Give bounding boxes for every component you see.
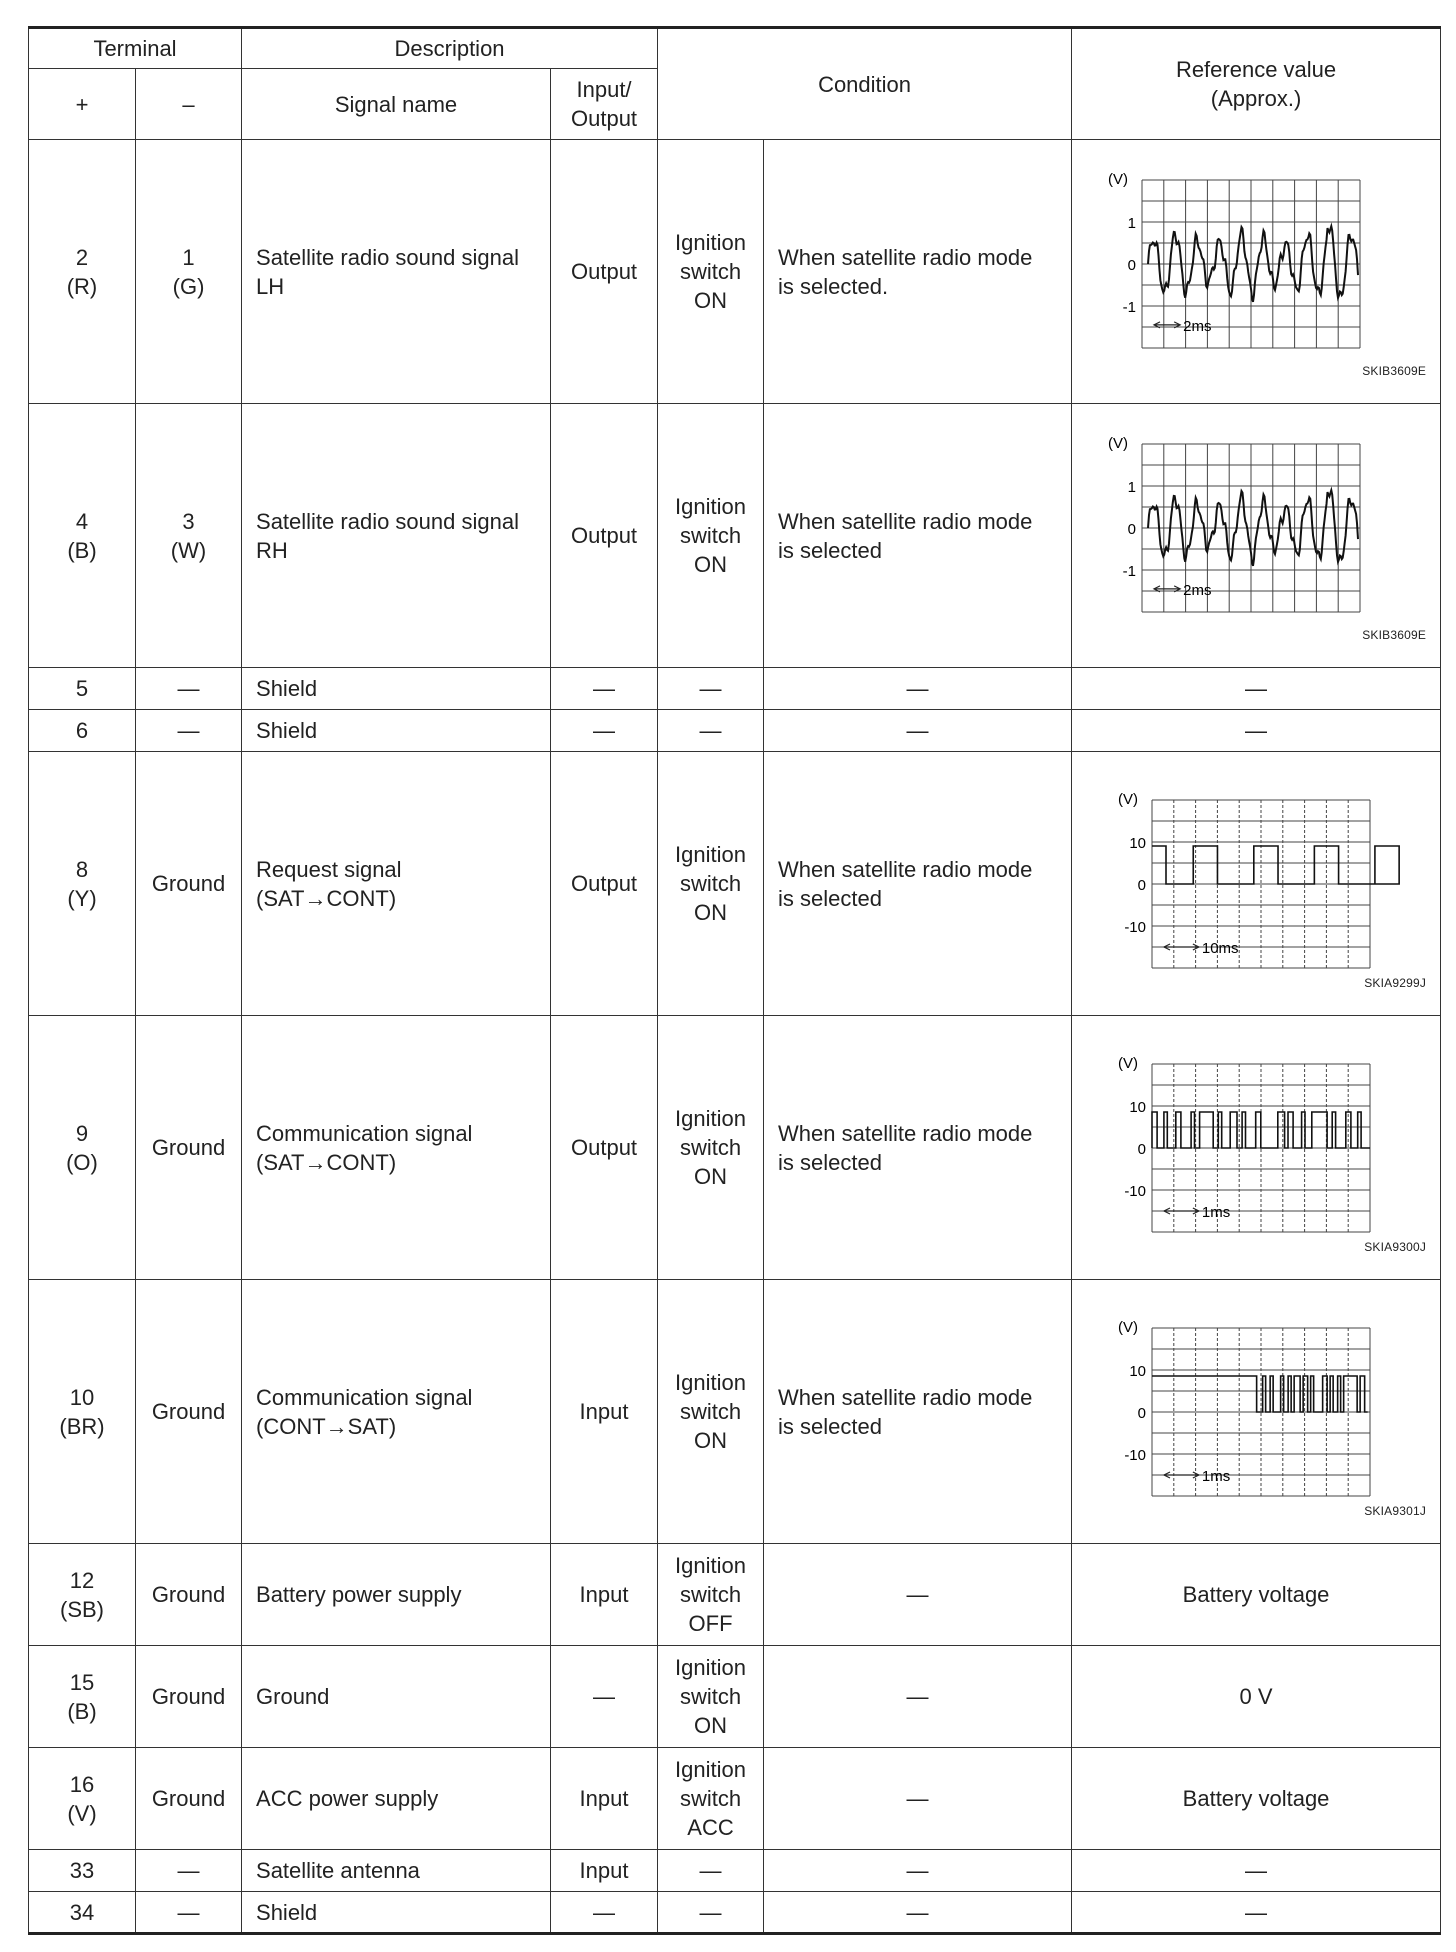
oscilloscope-waveform [1094,422,1424,622]
terminal-minus-cell: — [136,710,242,752]
reference-value-cell [1072,1280,1441,1544]
terminal-plus-cell: 33 [29,1850,136,1892]
signal-name-cell: Communication signal (CONT→SAT) [242,1280,551,1544]
oscilloscope-waveform [1094,1298,1424,1498]
header-minus: – [136,69,242,140]
y-tick-label: 0 [1137,1140,1147,1158]
reference-value-cell: Battery voltage [1072,1544,1441,1646]
reference-value-cell: — [1072,668,1441,710]
table-row [29,1850,1441,1892]
terminal-minus-cell: 1 (G) [136,140,242,404]
reference-value-cell: — [1072,1892,1441,1934]
reference-value-cell [1072,752,1441,1016]
condition-detail-cell: When satellite radio mode is selected [764,1280,1072,1544]
y-tick-label: 1 [1127,478,1137,496]
input-output-cell: — [551,1892,658,1934]
terminal-minus-cell: 3 (W) [136,404,242,668]
y-tick-label: -10 [1124,1446,1147,1464]
condition-switch-cell: — [658,1850,764,1892]
table-row [29,1016,1441,1280]
condition-switch-cell: Ignition switch ON [658,752,764,1016]
terminal-minus-cell: — [136,1892,242,1934]
y-tick-label: -10 [1124,1182,1147,1200]
signal-name-cell: Shield [242,1892,551,1934]
table-body [29,140,1441,1934]
condition-switch-cell: Ignition switch ON [658,1016,764,1280]
table-row [29,1544,1441,1646]
terminal-plus-cell: 5 [29,668,136,710]
terminal-minus-cell: — [136,668,242,710]
terminal-minus-cell: Ground [136,1748,242,1850]
condition-switch-cell: Ignition switch ON [658,140,764,404]
signal-name-cell: Request signal (SAT→CONT) [242,752,551,1016]
signal-name-cell: Ground [242,1646,551,1748]
y-tick-label: -1 [1122,298,1137,316]
input-output-cell: Output [551,1016,658,1280]
terminal-minus-cell: Ground [136,1016,242,1280]
condition-detail-cell: — [764,710,1072,752]
condition-detail-cell: — [764,1646,1072,1748]
axis-unit-label: (V) [1118,1318,1139,1336]
reference-value-cell [1072,1016,1441,1280]
reference-value-cell: 0 V [1072,1646,1441,1748]
signal-name-cell: Battery power supply [242,1544,551,1646]
waveform-box [1072,154,1440,390]
input-output-cell: — [551,668,658,710]
condition-detail-cell: When satellite radio mode is selected [764,404,1072,668]
input-output-cell: Output [551,404,658,668]
figure-code: SKIA9300J [1364,1239,1427,1254]
reference-value-cell [1072,140,1441,404]
terminal-minus-cell: Ground [136,752,242,1016]
terminal-plus-cell: 34 [29,1892,136,1934]
condition-switch-cell: Ignition switch ON [658,1646,764,1748]
signal-name-cell: ACC power supply [242,1748,551,1850]
y-tick-label: 10 [1129,834,1147,852]
y-tick-label: 10 [1129,1098,1147,1116]
axis-unit-label: (V) [1118,790,1139,808]
reference-value-cell: Battery voltage [1072,1748,1441,1850]
y-tick-label: -1 [1122,562,1137,580]
condition-detail-cell: When satellite radio mode is selected. [764,140,1072,404]
signal-trace [1152,1112,1370,1148]
waveform-box [1072,418,1440,654]
y-tick-label: 0 [1137,1404,1147,1422]
table-row [29,710,1441,752]
terminal-plus-cell: 15 (B) [29,1646,136,1748]
header-description: Description [242,28,658,69]
table-row [29,1280,1441,1544]
terminal-plus-cell: 12 (SB) [29,1544,136,1646]
figure-code: SKIA9299J [1364,975,1427,990]
time-scale-label: 10ms [1201,939,1239,957]
header-reference-value: Reference value (Approx.) [1072,28,1441,140]
table-row [29,1646,1441,1748]
waveform-box [1072,766,1440,1002]
table-row [29,1748,1441,1850]
terminal-plus-cell: 4 (B) [29,404,136,668]
y-tick-label: 1 [1127,214,1137,232]
terminal-plus-cell: 9 (O) [29,1016,136,1280]
condition-detail-cell: When satellite radio mode is selected [764,1016,1072,1280]
y-tick-label: -10 [1124,918,1147,936]
y-tick-label: 0 [1127,520,1137,538]
condition-detail-cell: — [764,1850,1072,1892]
y-tick-label: 0 [1137,876,1147,894]
reference-value-cell: — [1072,710,1441,752]
table-row [29,752,1441,1016]
waveform-box [1072,1294,1440,1530]
time-scale-arrow [1164,944,1199,950]
table-row [29,140,1441,404]
time-scale-label: 2ms [1183,581,1212,599]
header-terminal: Terminal [29,28,242,69]
condition-detail-cell: — [764,1748,1072,1850]
time-scale-arrow [1164,1472,1199,1478]
terminal-reference-table [28,26,1441,1935]
time-scale-label: 1ms [1201,1467,1231,1485]
table-row [29,668,1441,710]
condition-detail-cell: When satellite radio mode is selected [764,752,1072,1016]
header-input-output: Input/ Output [551,69,658,140]
signal-name-cell: Satellite antenna [242,1850,551,1892]
signal-name-cell: Shield [242,710,551,752]
input-output-cell: Output [551,140,658,404]
condition-switch-cell: — [658,1892,764,1934]
condition-switch-cell: Ignition switch OFF [658,1544,764,1646]
y-tick-label: 0 [1127,256,1137,274]
signal-trace [1152,846,1399,884]
terminal-plus-cell: 16 (V) [29,1748,136,1850]
figure-code: SKIA9301J [1364,1503,1427,1518]
signal-name-cell: Shield [242,668,551,710]
reference-value-cell [1072,404,1441,668]
figure-code: SKIB3609E [1362,363,1427,378]
oscilloscope-waveform [1094,770,1424,970]
time-scale-label: 2ms [1183,317,1212,335]
input-output-cell: Output [551,752,658,1016]
condition-switch-cell: Ignition switch ACC [658,1748,764,1850]
axis-unit-label: (V) [1118,1054,1139,1072]
terminal-plus-cell: 6 [29,710,136,752]
condition-detail-cell: — [764,1544,1072,1646]
condition-switch-cell: Ignition switch ON [658,404,764,668]
figure-code: SKIB3609E [1362,627,1427,642]
signal-name-cell: Satellite radio sound signal LH [242,140,551,404]
header-plus: + [29,69,136,140]
terminal-reference-table-wrapper [28,26,1440,1935]
terminal-minus-cell: Ground [136,1280,242,1544]
condition-switch-cell: — [658,710,764,752]
terminal-minus-cell: Ground [136,1544,242,1646]
header-row-1 [29,28,1441,69]
signal-trace [1152,1376,1368,1412]
header-signal-name: Signal name [242,69,551,140]
table-row [29,1892,1441,1934]
input-output-cell: Input [551,1850,658,1892]
waveform-box [1072,1030,1440,1266]
signal-name-cell: Satellite radio sound signal RH [242,404,551,668]
terminal-plus-cell: 10 (BR) [29,1280,136,1544]
header-condition: Condition [658,28,1072,140]
terminal-plus-cell: 2 (R) [29,140,136,404]
input-output-cell: Input [551,1544,658,1646]
condition-switch-cell: Ignition switch ON [658,1280,764,1544]
axis-unit-label: (V) [1108,170,1129,188]
table-row [29,404,1441,668]
input-output-cell: Input [551,1280,658,1544]
input-output-cell: — [551,1646,658,1748]
time-scale-label: 1ms [1201,1203,1231,1221]
oscilloscope-waveform [1094,1034,1424,1234]
time-scale-arrow [1164,1208,1199,1214]
terminal-plus-cell: 8 (Y) [29,752,136,1016]
condition-detail-cell: — [764,668,1072,710]
condition-detail-cell: — [764,1892,1072,1934]
condition-switch-cell: — [658,668,764,710]
input-output-cell: Input [551,1748,658,1850]
input-output-cell: — [551,710,658,752]
axis-unit-label: (V) [1108,434,1129,452]
terminal-minus-cell: Ground [136,1646,242,1748]
oscilloscope-waveform [1094,158,1424,358]
signal-name-cell: Communication signal (SAT→CONT) [242,1016,551,1280]
reference-value-cell: — [1072,1850,1441,1892]
y-tick-label: 10 [1129,1362,1147,1380]
terminal-minus-cell: — [136,1850,242,1892]
